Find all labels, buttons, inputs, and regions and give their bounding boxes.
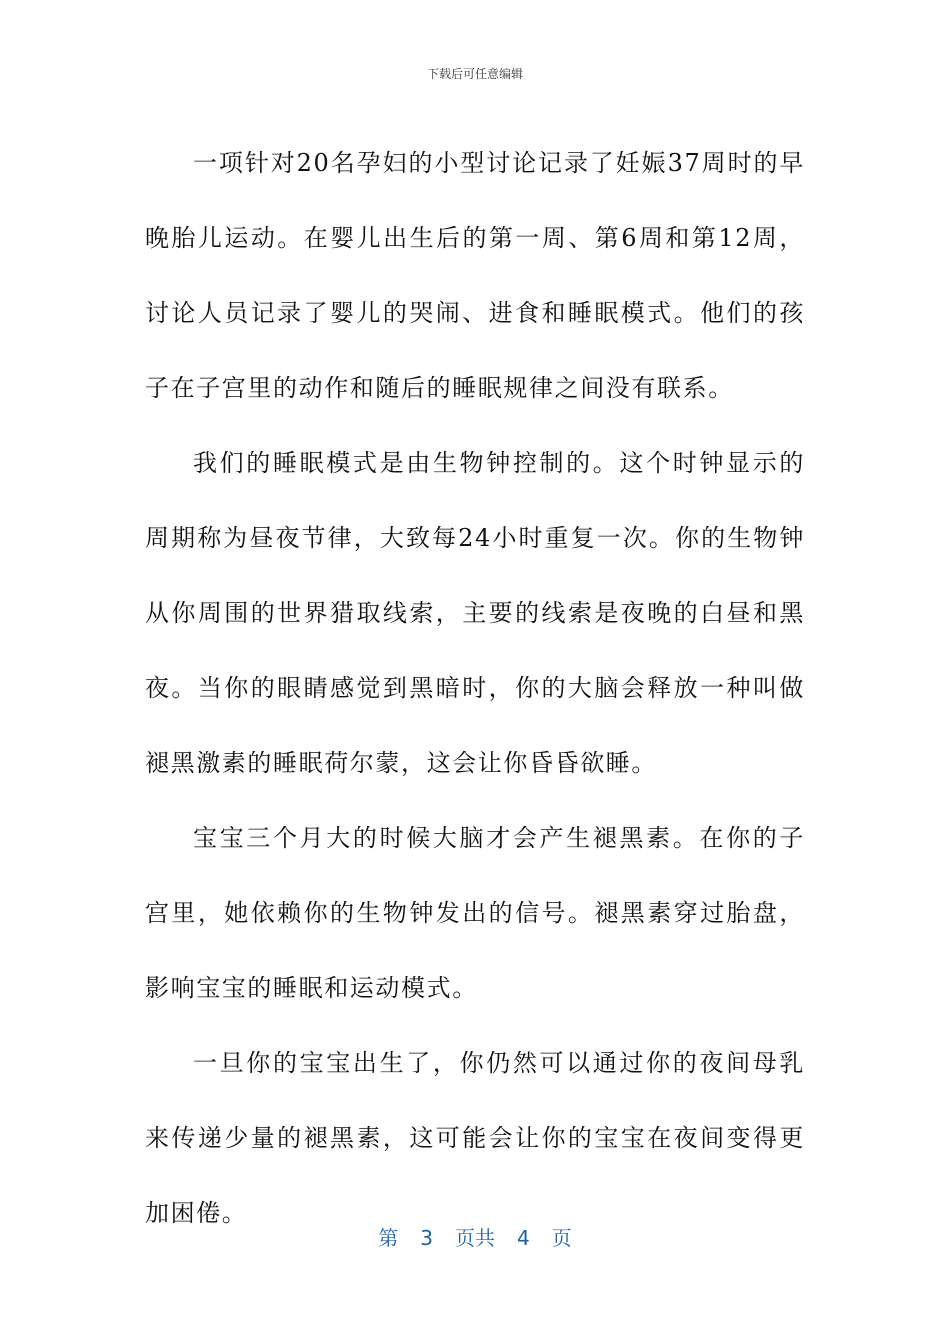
- footer-prefix: 第: [378, 1226, 399, 1250]
- paragraph-4: 一旦你的宝宝出生了，你仍然可以通过你的夜间母乳来传递少量的褪黑素，这可能会让你的宝宝在夜间变得更加困倦。: [145, 1049, 805, 1227]
- page-header: 下载后可任意编辑: [426, 67, 523, 81]
- document-body: [145, 126, 805, 1251]
- footer-middle: 页共: [455, 1226, 495, 1250]
- paragraph-1: 一项针对20名孕妇的小型讨论记录了妊娠37周时的早晚胎儿运动。在婴儿出生后的第一周、第6周和第12周，讨论人员记录了婴儿的哭闹、进食和睡眠模式。他们的孩子在子宫里的动作和随后的睡眠规律之间没有联系。: [145, 149, 805, 402]
- page-footer: [0, 1224, 950, 1252]
- footer-total-pages: 4: [517, 1226, 530, 1250]
- footer-suffix: 页: [551, 1226, 572, 1250]
- paragraph-2: 我们的睡眠模式是由生物钟控制的。这个时钟显示的周期称为昼夜节律，大致每24小时重复一次。你的生物钟从你周围的世界猎取线索，主要的线索是夜晚的白昼和黑夜。当你的眼睛感觉到黑暗时，你的大脑会释放一种叫做褪黑激素的睡眠荷尔蒙，这会让你昏昏欲睡。: [145, 449, 805, 777]
- footer-current-page: 3: [420, 1226, 433, 1250]
- paragraph-3: 宝宝三个月大的时候大脑才会产生褪黑素。在你的子宫里，她依赖你的生物钟发出的信号。褪黑素穿过胎盘，影响宝宝的睡眠和运动模式。: [145, 824, 805, 1002]
